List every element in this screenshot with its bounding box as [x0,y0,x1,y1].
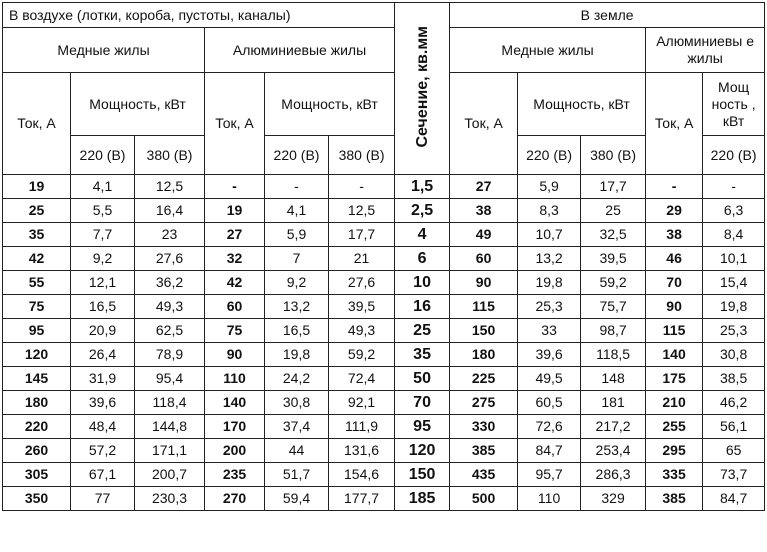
section-cell: 1,5 [395,175,450,199]
ground-copper-380-cell: 181 [581,391,646,415]
ground-aluminum-220-cell: 65 [703,439,765,463]
air-aluminum-220-cell: 37,4 [265,415,329,439]
ground-aluminum-current-header: Ток, А [646,73,703,175]
air-aluminum-current-cell: 110 [205,367,265,391]
ground-copper-current-cell: 180 [450,343,518,367]
ground-copper-current-header: Ток, А [450,73,518,175]
section-header [395,3,450,175]
air-copper-current-header: Ток, А [3,73,71,175]
section-cell: 120 [395,439,450,463]
air-aluminum-current-cell: 42 [205,271,265,295]
air-copper-current-cell: 25 [3,199,71,223]
air-aluminum-220-cell: 5,9 [265,223,329,247]
ground-copper-220-cell: 8,3 [518,199,581,223]
air-aluminum-380-cell: 72,4 [329,367,395,391]
air-aluminum-current-cell: 75 [205,319,265,343]
ground-copper-220-cell: 49,5 [518,367,581,391]
air-copper-380-cell: 16,4 [135,199,205,223]
air-aluminum-220-cell: 13,2 [265,295,329,319]
air-copper-220-cell: 67,1 [71,463,135,487]
table-row [3,271,765,295]
ground-aluminum-current-cell: 70 [646,271,703,295]
air-aluminum-380-header: 380 (В) [329,136,395,175]
table-row [3,343,765,367]
section-cell: 95 [395,415,450,439]
air-aluminum-220-header: 220 (В) [265,136,329,175]
air-aluminum-current-cell: 170 [205,415,265,439]
ground-header: В земле [450,3,765,28]
air-aluminum-220-cell: 7 [265,247,329,271]
ground-copper-current-cell: 90 [450,271,518,295]
air-copper-380-header: 380 (В) [135,136,205,175]
air-aluminum-current-cell: 200 [205,439,265,463]
ground-copper-380-cell: 286,3 [581,463,646,487]
air-aluminum-220-cell: 51,7 [265,463,329,487]
ground-copper-220-cell: 13,2 [518,247,581,271]
ground-copper-220-cell: 19,8 [518,271,581,295]
air-copper-220-cell: 5,5 [71,199,135,223]
air-copper-220-cell: 57,2 [71,439,135,463]
air-copper-current-cell: 120 [3,343,71,367]
air-copper-380-cell: 27,6 [135,247,205,271]
ground-aluminum-220-cell: 73,7 [703,463,765,487]
air-aluminum-220-cell: 16,5 [265,319,329,343]
air-aluminum-380-cell: 39,5 [329,295,395,319]
ground-copper-current-cell: 115 [450,295,518,319]
ground-aluminum-current-cell: 38 [646,223,703,247]
ground-copper-current-cell: 500 [450,487,518,511]
ground-aluminum-current-cell: 385 [646,487,703,511]
ground-aluminum-220-cell: 6,3 [703,199,765,223]
ground-aluminum-current-cell: 29 [646,199,703,223]
ground-aluminum-220-cell: 25,3 [703,319,765,343]
ground-copper-220-header: 220 (В) [518,136,581,175]
ground-copper-380-cell: 329 [581,487,646,511]
table-row [3,199,765,223]
ground-aluminum-current-cell: 175 [646,367,703,391]
air-aluminum-380-cell: 17,7 [329,223,395,247]
ground-aluminum-current-cell: 210 [646,391,703,415]
air-copper-220-cell: 26,4 [71,343,135,367]
air-aluminum-current-cell: 235 [205,463,265,487]
air-aluminum-220-cell: 4,1 [265,199,329,223]
air-copper-current-cell: 55 [3,271,71,295]
ground-aluminum-220-cell: 84,7 [703,487,765,511]
table-row [3,415,765,439]
table-row [3,391,765,415]
air-copper-380-cell: 49,3 [135,295,205,319]
ground-aluminum-220-cell: 10,1 [703,247,765,271]
air-aluminum-power-header: Мощность, кВт [265,73,395,136]
ground-aluminum-220-cell: 30,8 [703,343,765,367]
air-aluminum-380-cell: 21 [329,247,395,271]
air-aluminum-220-cell: - [265,175,329,199]
air-copper-380-cell: 230,3 [135,487,205,511]
air-copper-current-cell: 260 [3,439,71,463]
air-copper-220-header: 220 (В) [71,136,135,175]
cable-table-container [2,2,765,511]
ground-copper-current-cell: 27 [450,175,518,199]
air-aluminum-current-cell: 140 [205,391,265,415]
ground-aluminum-current-cell: 115 [646,319,703,343]
ground-aluminum-current-cell: 46 [646,247,703,271]
air-aluminum-220-cell: 44 [265,439,329,463]
ground-copper-380-cell: 17,7 [581,175,646,199]
air-copper-220-cell: 31,9 [71,367,135,391]
air-copper-header: Медные жилы [3,28,205,73]
ground-aluminum-220-header: 220 (В) [703,136,765,175]
ground-aluminum-current-cell: 140 [646,343,703,367]
table-row [3,175,765,199]
air-copper-380-cell: 144,8 [135,415,205,439]
air-aluminum-380-cell: - [329,175,395,199]
ground-copper-header: Медные жилы [450,28,646,73]
ground-copper-380-cell: 217,2 [581,415,646,439]
air-copper-current-cell: 180 [3,391,71,415]
table-row [3,463,765,487]
air-aluminum-380-cell: 27,6 [329,271,395,295]
air-copper-220-cell: 20,9 [71,319,135,343]
air-aluminum-current-cell: - [205,175,265,199]
air-copper-220-cell: 4,1 [71,175,135,199]
section-cell: 50 [395,367,450,391]
ground-copper-380-cell: 75,7 [581,295,646,319]
ground-copper-current-cell: 60 [450,247,518,271]
air-copper-380-cell: 62,5 [135,319,205,343]
ground-copper-220-cell: 60,5 [518,391,581,415]
air-aluminum-380-cell: 111,9 [329,415,395,439]
ground-copper-current-cell: 275 [450,391,518,415]
air-aluminum-380-cell: 49,3 [329,319,395,343]
header-row-3 [3,73,765,136]
air-copper-380-cell: 95,4 [135,367,205,391]
ground-aluminum-power-header: Мощ ность , кВт [703,73,765,136]
air-aluminum-380-cell: 154,6 [329,463,395,487]
table-row [3,223,765,247]
air-aluminum-current-cell: 90 [205,343,265,367]
air-copper-380-cell: 118,4 [135,391,205,415]
air-aluminum-current-cell: 32 [205,247,265,271]
ground-aluminum-220-cell: 38,5 [703,367,765,391]
ground-copper-220-cell: 95,7 [518,463,581,487]
ground-copper-380-cell: 148 [581,367,646,391]
air-copper-current-cell: 75 [3,295,71,319]
air-aluminum-current-cell: 27 [205,223,265,247]
ground-copper-380-cell: 32,5 [581,223,646,247]
ground-copper-current-cell: 330 [450,415,518,439]
ground-aluminum-header: Алюминиевы е жилы [646,28,765,73]
air-copper-220-cell: 16,5 [71,295,135,319]
air-copper-current-cell: 19 [3,175,71,199]
air-copper-current-cell: 350 [3,487,71,511]
air-aluminum-current-cell: 60 [205,295,265,319]
air-aluminum-220-cell: 9,2 [265,271,329,295]
air-aluminum-current-header: Ток, А [205,73,265,175]
section-cell: 10 [395,271,450,295]
air-copper-380-cell: 171,1 [135,439,205,463]
ground-copper-380-cell: 118,5 [581,343,646,367]
section-cell: 2,5 [395,199,450,223]
ground-copper-power-header: Мощность, кВт [518,73,646,136]
ground-copper-380-header: 380 (В) [581,136,646,175]
ground-aluminum-220-cell: 56,1 [703,415,765,439]
ground-aluminum-current-cell: 255 [646,415,703,439]
ground-copper-220-cell: 10,7 [518,223,581,247]
ground-aluminum-220-cell: 15,4 [703,271,765,295]
ground-copper-current-cell: 49 [450,223,518,247]
ground-aluminum-current-cell: 335 [646,463,703,487]
ground-copper-220-cell: 110 [518,487,581,511]
ground-copper-current-cell: 150 [450,319,518,343]
ground-copper-current-cell: 385 [450,439,518,463]
section-cell: 35 [395,343,450,367]
air-copper-current-cell: 42 [3,247,71,271]
section-label: Сечение, кв.мм [413,25,431,148]
air-copper-220-cell: 7,7 [71,223,135,247]
air-aluminum-220-cell: 19,8 [265,343,329,367]
header-row-2 [3,28,765,73]
ground-copper-220-cell: 72,6 [518,415,581,439]
air-aluminum-current-cell: 19 [205,199,265,223]
ground-aluminum-220-cell: 8,4 [703,223,765,247]
air-aluminum-220-cell: 30,8 [265,391,329,415]
ground-aluminum-current-cell: 90 [646,295,703,319]
air-copper-220-cell: 39,6 [71,391,135,415]
table-row [3,439,765,463]
air-aluminum-380-cell: 131,6 [329,439,395,463]
section-cell: 25 [395,319,450,343]
air-copper-220-cell: 77 [71,487,135,511]
ground-aluminum-current-cell: - [646,175,703,199]
ground-copper-current-cell: 38 [450,199,518,223]
ground-aluminum-current-cell: 295 [646,439,703,463]
air-copper-380-cell: 23 [135,223,205,247]
ground-copper-220-cell: 33 [518,319,581,343]
section-cell: 70 [395,391,450,415]
ground-copper-220-cell: 39,6 [518,343,581,367]
air-header: В воздухе (лотки, короба, пустоты, каналы) [3,3,395,28]
air-aluminum-380-cell: 59,2 [329,343,395,367]
air-aluminum-current-cell: 270 [205,487,265,511]
air-copper-power-header: Мощность, кВт [71,73,205,136]
air-copper-380-cell: 200,7 [135,463,205,487]
section-cell: 4 [395,223,450,247]
table-row [3,295,765,319]
air-copper-380-cell: 12,5 [135,175,205,199]
air-copper-current-cell: 145 [3,367,71,391]
air-copper-220-cell: 9,2 [71,247,135,271]
ground-copper-220-cell: 84,7 [518,439,581,463]
air-copper-220-cell: 48,4 [71,415,135,439]
air-copper-current-cell: 220 [3,415,71,439]
ground-copper-380-cell: 98,7 [581,319,646,343]
ground-copper-380-cell: 25 [581,199,646,223]
section-cell: 16 [395,295,450,319]
ground-aluminum-220-cell: 46,2 [703,391,765,415]
section-cell: 6 [395,247,450,271]
air-copper-current-cell: 95 [3,319,71,343]
ground-copper-current-cell: 435 [450,463,518,487]
table-row [3,319,765,343]
air-aluminum-380-cell: 12,5 [329,199,395,223]
air-copper-380-cell: 78,9 [135,343,205,367]
ground-copper-220-cell: 5,9 [518,175,581,199]
table-row [3,487,765,511]
air-aluminum-380-cell: 92,1 [329,391,395,415]
air-aluminum-380-cell: 177,7 [329,487,395,511]
ground-copper-220-cell: 25,3 [518,295,581,319]
ground-aluminum-220-cell: - [703,175,765,199]
ground-copper-380-cell: 59,2 [581,271,646,295]
air-aluminum-220-cell: 59,4 [265,487,329,511]
ground-copper-380-cell: 253,4 [581,439,646,463]
table-row [3,247,765,271]
air-copper-current-cell: 305 [3,463,71,487]
ground-copper-current-cell: 225 [450,367,518,391]
air-aluminum-220-cell: 24,2 [265,367,329,391]
air-aluminum-header: Алюминиевые жилы [205,28,395,73]
table-row [3,367,765,391]
header-row-1 [3,3,765,28]
air-copper-380-cell: 36,2 [135,271,205,295]
air-copper-220-cell: 12,1 [71,271,135,295]
cable-power-table [2,2,765,511]
section-cell: 185 [395,487,450,511]
air-copper-current-cell: 35 [3,223,71,247]
section-cell: 150 [395,463,450,487]
ground-copper-380-cell: 39,5 [581,247,646,271]
ground-aluminum-220-cell: 19,8 [703,295,765,319]
